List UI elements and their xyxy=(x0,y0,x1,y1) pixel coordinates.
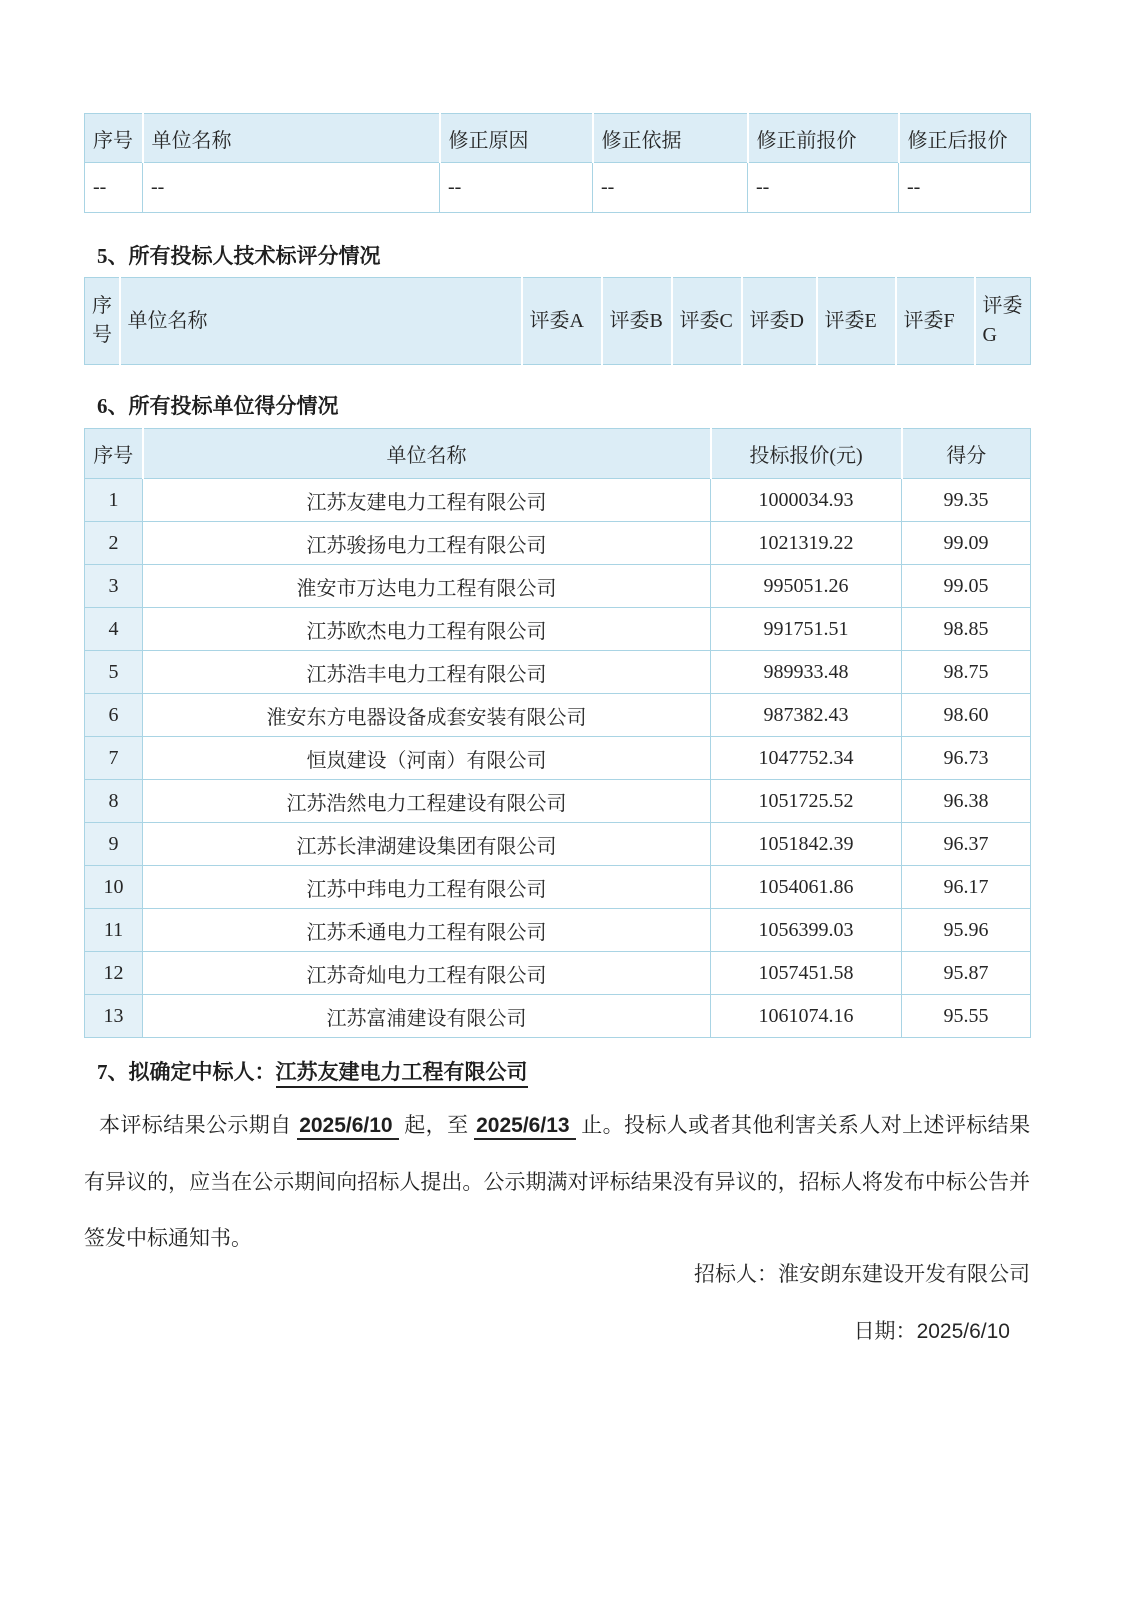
score-row-price: 1057451.58 xyxy=(711,952,902,995)
score-row xyxy=(85,565,1031,608)
score-row xyxy=(85,651,1031,694)
score-row-company: 淮安市万达电力工程有限公司 xyxy=(143,565,711,608)
score-row-score: 95.96 xyxy=(902,909,1031,952)
score-row-price: 1056399.03 xyxy=(711,909,902,952)
score-row-company: 江苏友建电力工程有限公司 xyxy=(143,479,711,522)
score-row-price: 1051725.52 xyxy=(711,780,902,823)
score-row-score: 95.87 xyxy=(902,952,1031,995)
score-row-score: 98.75 xyxy=(902,651,1031,694)
score-row-index: 11 xyxy=(85,909,143,952)
score-row-price: 1051842.39 xyxy=(711,823,902,866)
tech-col-judge-d: 评委D xyxy=(742,278,817,365)
correction-col-index: 序号 xyxy=(85,114,143,163)
correction-col-basis: 修正依据 xyxy=(593,114,748,163)
section7-heading xyxy=(97,1056,528,1086)
score-row-company: 江苏长津湖建设集团有限公司 xyxy=(143,823,711,866)
section6-heading: 6、所有投标单位得分情况 xyxy=(97,394,339,418)
correction-cell: -- xyxy=(593,163,748,213)
score-row-company: 江苏富浦建设有限公司 xyxy=(143,995,711,1038)
score-row-index: 2 xyxy=(85,522,143,565)
score-row xyxy=(85,823,1031,866)
score-row-price: 995051.26 xyxy=(711,565,902,608)
score-row-index: 3 xyxy=(85,565,143,608)
score-row-price: 989933.48 xyxy=(711,651,902,694)
tech-col-judge-f: 评委F xyxy=(896,278,975,365)
date-line xyxy=(84,1315,1030,1345)
notice-text: 起，至 xyxy=(404,1113,469,1137)
correction-cell: -- xyxy=(440,163,593,213)
score-row-company: 江苏禾通电力工程有限公司 xyxy=(143,909,711,952)
correction-col-company: 单位名称 xyxy=(143,114,440,163)
score-row-company: 江苏中玮电力工程有限公司 xyxy=(143,866,711,909)
correction-col-price-before: 修正前报价 xyxy=(748,114,899,163)
score-col-company: 单位名称 xyxy=(143,429,711,479)
score-row-company: 恒岚建设（河南）有限公司 xyxy=(143,737,711,780)
score-row-index: 9 xyxy=(85,823,143,866)
score-row-price: 1054061.86 xyxy=(711,866,902,909)
score-row-score: 96.38 xyxy=(902,780,1031,823)
score-row-price: 1021319.22 xyxy=(711,522,902,565)
tech-col-judge-b: 评委B xyxy=(602,278,672,365)
tech-col-index: 序号 xyxy=(85,278,120,365)
correction-empty-row xyxy=(85,163,1031,213)
score-row-score: 99.09 xyxy=(902,522,1031,565)
publicity-start-date: 2025/6/10 xyxy=(297,1114,398,1140)
tech-score-table xyxy=(84,277,1031,365)
correction-table xyxy=(84,113,1031,213)
score-col-score: 得分 xyxy=(902,429,1031,479)
score-col-price: 投标报价(元) xyxy=(711,429,902,479)
score-row xyxy=(85,909,1031,952)
correction-cell: -- xyxy=(748,163,899,213)
score-row-price: 1000034.93 xyxy=(711,479,902,522)
score-table xyxy=(84,428,1031,1038)
winner-label: 7、拟确定中标人： xyxy=(97,1060,276,1084)
score-row-score: 96.37 xyxy=(902,823,1031,866)
score-row xyxy=(85,522,1031,565)
score-row-index: 8 xyxy=(85,780,143,823)
score-row-index: 6 xyxy=(85,694,143,737)
score-row-score: 98.85 xyxy=(902,608,1031,651)
score-row-company: 江苏欧杰电力工程有限公司 xyxy=(143,608,711,651)
score-row xyxy=(85,866,1031,909)
score-row-score: 99.35 xyxy=(902,479,1031,522)
score-row xyxy=(85,780,1031,823)
score-row-company: 江苏奇灿电力工程有限公司 xyxy=(143,952,711,995)
score-row-price: 1047752.34 xyxy=(711,737,902,780)
score-row-score: 95.55 xyxy=(902,995,1031,1038)
notice-text: 本评标结果公示期自 xyxy=(99,1113,292,1137)
score-row-price: 987382.43 xyxy=(711,694,902,737)
correction-col-price-after: 修正后报价 xyxy=(899,114,1031,163)
date-value: 2025/6/10 xyxy=(916,1320,1010,1343)
score-row xyxy=(85,608,1031,651)
tenderer-signature-line: 招标人：淮安朗东建设开发有限公司 xyxy=(694,1262,1030,1286)
score-row-index: 7 xyxy=(85,737,143,780)
score-row xyxy=(85,995,1031,1038)
score-row-company: 江苏骏扬电力工程有限公司 xyxy=(143,522,711,565)
score-row-score: 96.73 xyxy=(902,737,1031,780)
score-row xyxy=(85,479,1031,522)
correction-header-row xyxy=(85,114,1031,163)
notice-text: 止。投标人或者其他利害关系人对上述评标结果有异议的，应当在公示期间向招标人提出。公示期满对评标结果没有异议的，招标人将发布中标公告并签发中标通知书。 xyxy=(84,1113,1031,1250)
notice-paragraph xyxy=(84,1097,1030,1266)
date-label: 日期： xyxy=(853,1319,917,1343)
score-row-index: 10 xyxy=(85,866,143,909)
score-row-company: 江苏浩然电力工程建设有限公司 xyxy=(143,780,711,823)
correction-cell: -- xyxy=(899,163,1031,213)
score-row-company: 淮安东方电器设备成套安装有限公司 xyxy=(143,694,711,737)
score-row-score: 99.05 xyxy=(902,565,1031,608)
correction-cell: -- xyxy=(85,163,143,213)
tech-score-header-row xyxy=(85,278,1031,365)
score-row-index: 13 xyxy=(85,995,143,1038)
score-row-index: 1 xyxy=(85,479,143,522)
tech-col-judge-a: 评委A xyxy=(522,278,602,365)
score-row-index: 4 xyxy=(85,608,143,651)
score-row-company: 江苏浩丰电力工程有限公司 xyxy=(143,651,711,694)
score-row-score: 96.17 xyxy=(902,866,1031,909)
tech-col-judge-g: 评委G xyxy=(975,278,1031,365)
tech-col-judge-c: 评委C xyxy=(672,278,742,365)
tech-col-judge-e: 评委E xyxy=(817,278,896,365)
score-row-price: 991751.51 xyxy=(711,608,902,651)
correction-col-reason: 修正原因 xyxy=(440,114,593,163)
score-row-price: 1061074.16 xyxy=(711,995,902,1038)
section5-heading: 5、所有投标人技术标评分情况 xyxy=(97,244,381,268)
score-header-row xyxy=(85,429,1031,479)
score-row xyxy=(85,737,1031,780)
publicity-end-date: 2025/6/13 xyxy=(474,1114,575,1140)
score-row xyxy=(85,694,1031,737)
score-row xyxy=(85,952,1031,995)
score-col-index: 序号 xyxy=(85,429,143,479)
winner-company-name: 江苏友建电力工程有限公司 xyxy=(276,1060,528,1088)
score-row-score: 98.60 xyxy=(902,694,1031,737)
score-row-index: 5 xyxy=(85,651,143,694)
tech-col-company: 单位名称 xyxy=(120,278,522,365)
correction-cell: -- xyxy=(143,163,440,213)
score-row-index: 12 xyxy=(85,952,143,995)
